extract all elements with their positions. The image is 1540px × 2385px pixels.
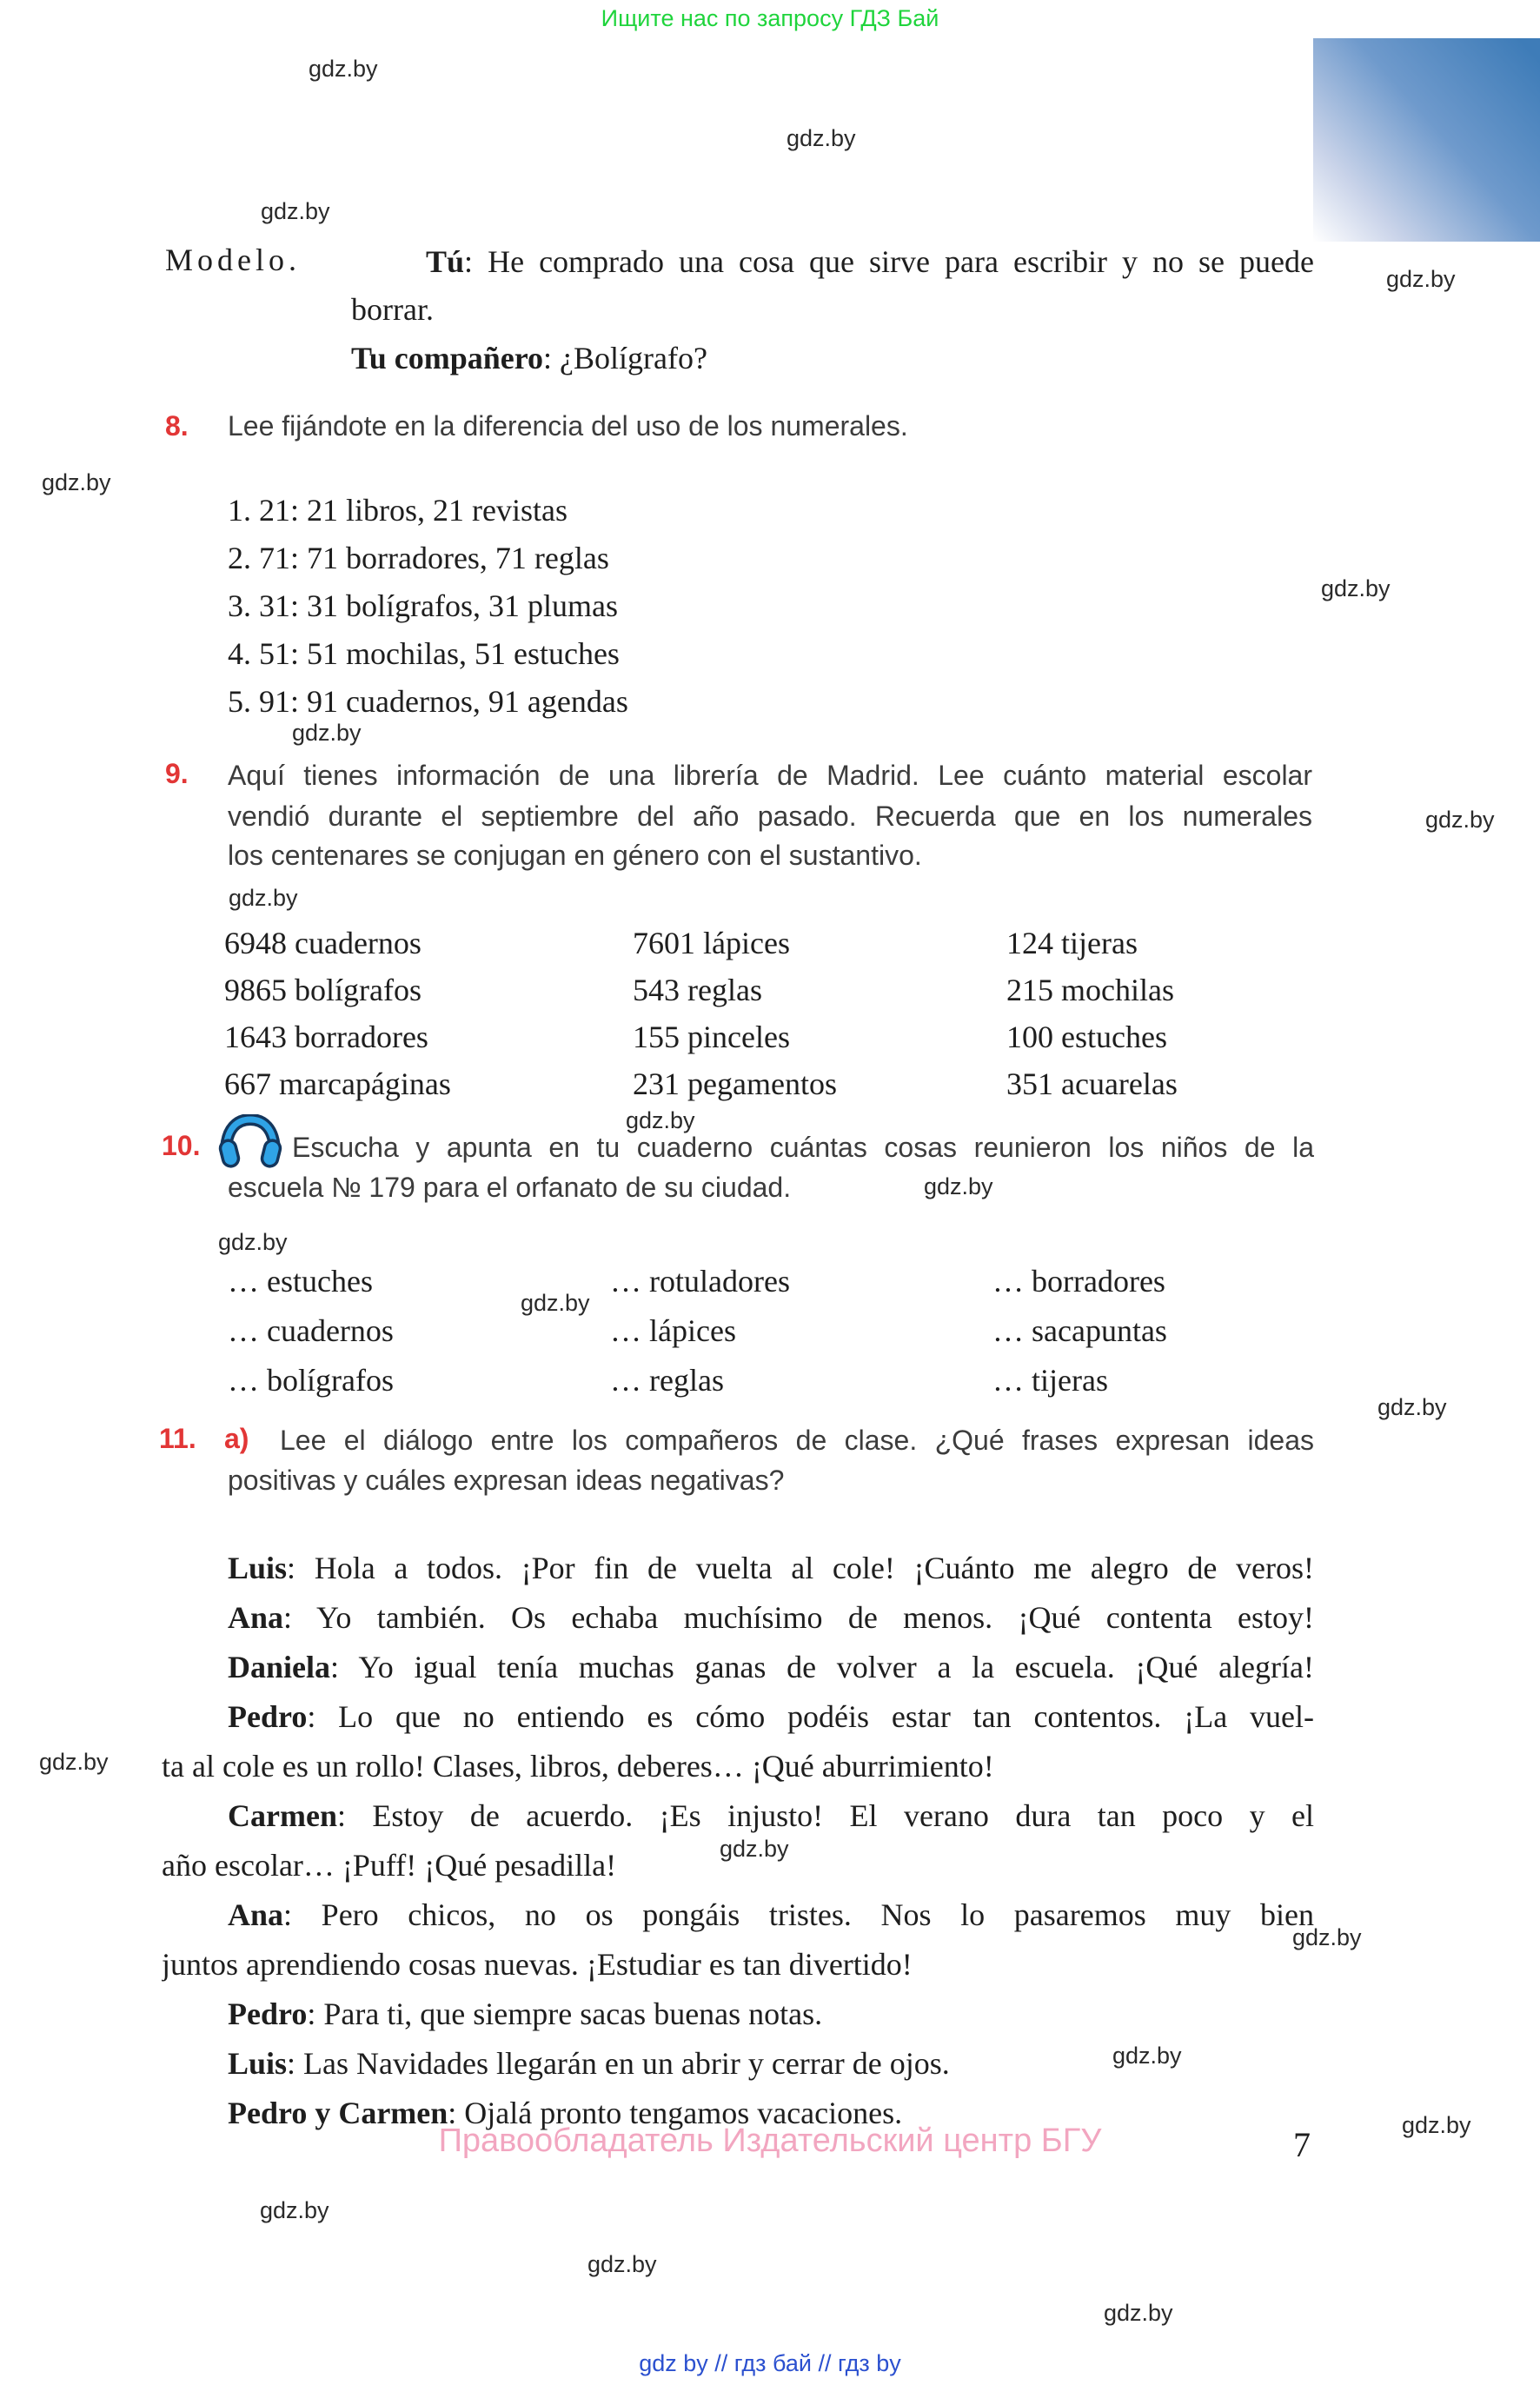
list-item: 1. 21: 21 libros, 21 revistas [228,493,568,528]
watermark: gdz.by [1377,1394,1447,1420]
exercise-8-instruction: Lee fijándote en la diferencia del uso de los numerales. [228,410,908,442]
dialog-line: Ana: Yo también. Os echaba muchísimo de menos. ¡Qué contenta estoy! [228,1600,1314,1635]
blank-item: … borradores [992,1264,1165,1299]
exercise-10-number: 10. [162,1130,201,1161]
list-item: 4. 51: 51 mochilas, 51 estuches [228,636,620,671]
blank-item: … bolígrafos [228,1363,394,1398]
watermark: gdz.by [1292,1924,1362,1950]
dialog-line: Carmen: Estoy de acuerdo. ¡Es injusto! El verano dura tan poco y el [228,1798,1314,1833]
exercise-9-column-3 [1006,920,1178,1107]
watermark: gdz.by [292,720,362,746]
exercise-11-instruction-line-2: positivas y cuáles expresan ideas negativas? [228,1465,785,1496]
exercise-11-number: 11. [159,1423,196,1454]
watermark: gdz.by [260,2197,329,2223]
dialog-line: Pedro y Carmen: Ojalá pronto tengamos vacaciones. [228,2096,903,2130]
dialog-line: ta al cole es un rollo! Clases, libros, deberes… ¡Qué aburrimiento! [162,1749,994,1784]
watermark: gdz.by [39,1749,109,1775]
watermark: gdz.by [1112,2043,1182,2069]
watermark: gdz.by [924,1173,993,1199]
watermark: gdz.by [1104,2300,1173,2326]
watermark: gdz.by [309,56,378,82]
exercise-11-part-label: a) [224,1423,249,1454]
quantity-item: 543 reglas [633,973,762,1007]
footer-links[interactable]: gdz by // гдз бай // гдз by [639,2350,901,2376]
watermark: gdz.by [1386,266,1456,292]
watermark: gdz.by [787,125,856,151]
exercise-9-column-2 [633,920,837,1107]
dialog-line: Ana: Pero chicos, no os pongáis tristes. Nos lo pasaremos muy bien [228,1897,1314,1932]
watermark: gdz.by [1425,807,1495,833]
quantity-item: 1643 borradores [224,1020,428,1054]
list-item: 2. 71: 71 borradores, 71 reglas [228,541,609,575]
blank-item: … lápices [610,1313,736,1348]
page-number: 7 [1293,2125,1311,2164]
exercise-9-instruction-line-1: Aquí tienes información de una librería de Madrid. Lee cuánto material escolar [228,760,1312,791]
watermark: gdz.by [626,1107,695,1133]
watermark: gdz.by [720,1836,789,1862]
dialog-line: Pedro: Para ti, que siempre sacas buenas notas. [228,1996,823,2031]
dialog-line: Luis: Hola a todos. ¡Por fin de vuelta al cole! ¡Cuánto me alegro de veros! [228,1551,1314,1585]
quantity-item: 667 marcapáginas [224,1066,451,1101]
watermark: gdz.by [521,1290,590,1316]
modelo-speaker-2: Tu compañero [351,341,544,375]
list-item: 5. 91: 91 cuadernos, 91 agendas [228,684,628,719]
quantity-item: 7601 lápices [633,926,790,960]
quantity-item: 155 pinceles [633,1020,790,1054]
promo-banner: Ищите нас по запросу ГДЗ Бай [601,5,939,31]
watermark: gdz.by [1402,2112,1471,2138]
dialog-line: Pedro: Lo que no entiendo es cómo podéis estar tan contentos. ¡La vuel- [228,1699,1314,1734]
exercise-9-instruction-line-3: los centenares se conjugan en género con el sustantivo. [228,840,922,871]
blank-item: … sacapuntas [992,1313,1167,1348]
watermark: gdz.by [218,1229,288,1255]
copyright-notice: Правообладатель Издательский центр БГУ [438,2123,1102,2159]
modelo-line-3: Tu compañero: ¿Bolígrafo? [351,341,707,375]
watermark: gdz.by [42,469,111,495]
blank-item: … reglas [610,1363,724,1398]
quantity-item: 215 mochilas [1006,973,1174,1007]
quantity-item: 124 tijeras [1006,926,1138,960]
blank-item: … rotuladores [610,1264,790,1299]
exercise-8-list [228,487,628,726]
dialog-line: Luis: Las Navidades llegarán en un abrir y cerrar de ojos. [228,2046,950,2081]
modelo-speaker-1: Tú [426,244,465,279]
modelo-line-1: Tú: He comprado una cosa que sirve para escribir y no se puede [426,244,1314,279]
dialog-line: juntos aprendiendo cosas nuevas. ¡Estudiar es tan divertido! [162,1947,913,1982]
exercise-11-instruction-line-1: Lee el diálogo entre los compañeros de clase. ¿Qué frases expresan ideas [280,1425,1314,1456]
quantity-item: 6948 cuadernos [224,926,422,960]
watermark: gdz.by [229,885,298,911]
gradient-decoration [1313,38,1540,242]
exercise-10-instruction-line-1: Escucha y apunta en tu cuaderno cuántas cosas reunieron los niños de la [292,1132,1314,1163]
watermark: gdz.by [1321,575,1391,601]
blank-item: … cuadernos [228,1313,394,1348]
exercise-9-number: 9. [165,758,189,789]
exercise-9-column-1 [224,920,451,1107]
blank-item: … tijeras [992,1363,1108,1398]
quantity-item: 351 acuarelas [1006,1066,1178,1101]
watermark: gdz.by [587,2251,657,2277]
quantity-item: 9865 bolígrafos [224,973,422,1007]
dialog-line: año escolar… ¡Puff! ¡Qué pesadilla! [162,1848,617,1883]
exercise-8-number: 8. [165,410,189,442]
exercise-9-instruction-line-2: vendió durante el septiembre del año pasado. Recuerda que en los numerales [228,801,1312,832]
blank-item: … estuches [228,1264,373,1299]
quantity-item: 100 estuches [1006,1020,1167,1054]
headphones-icon [217,1114,283,1176]
watermark: gdz.by [261,198,330,224]
exercise-10-column-1 [228,1257,394,1405]
list-item: 3. 31: 31 bolígrafos, 31 plumas [228,588,618,623]
modelo-label: Modelo. [165,242,301,277]
dialog-line: Daniela: Yo igual tenía muchas ganas de volver a la escuela. ¡Qué alegría! [228,1650,1314,1684]
modelo-line-2: borrar. [351,292,434,327]
exercise-10-column-2 [610,1257,790,1405]
exercise-10-instruction-line-2: escuela № 179 para el orfanato de su ciudad. [228,1172,792,1203]
quantity-item: 231 pegamentos [633,1066,837,1101]
exercise-10-column-3 [992,1257,1167,1405]
